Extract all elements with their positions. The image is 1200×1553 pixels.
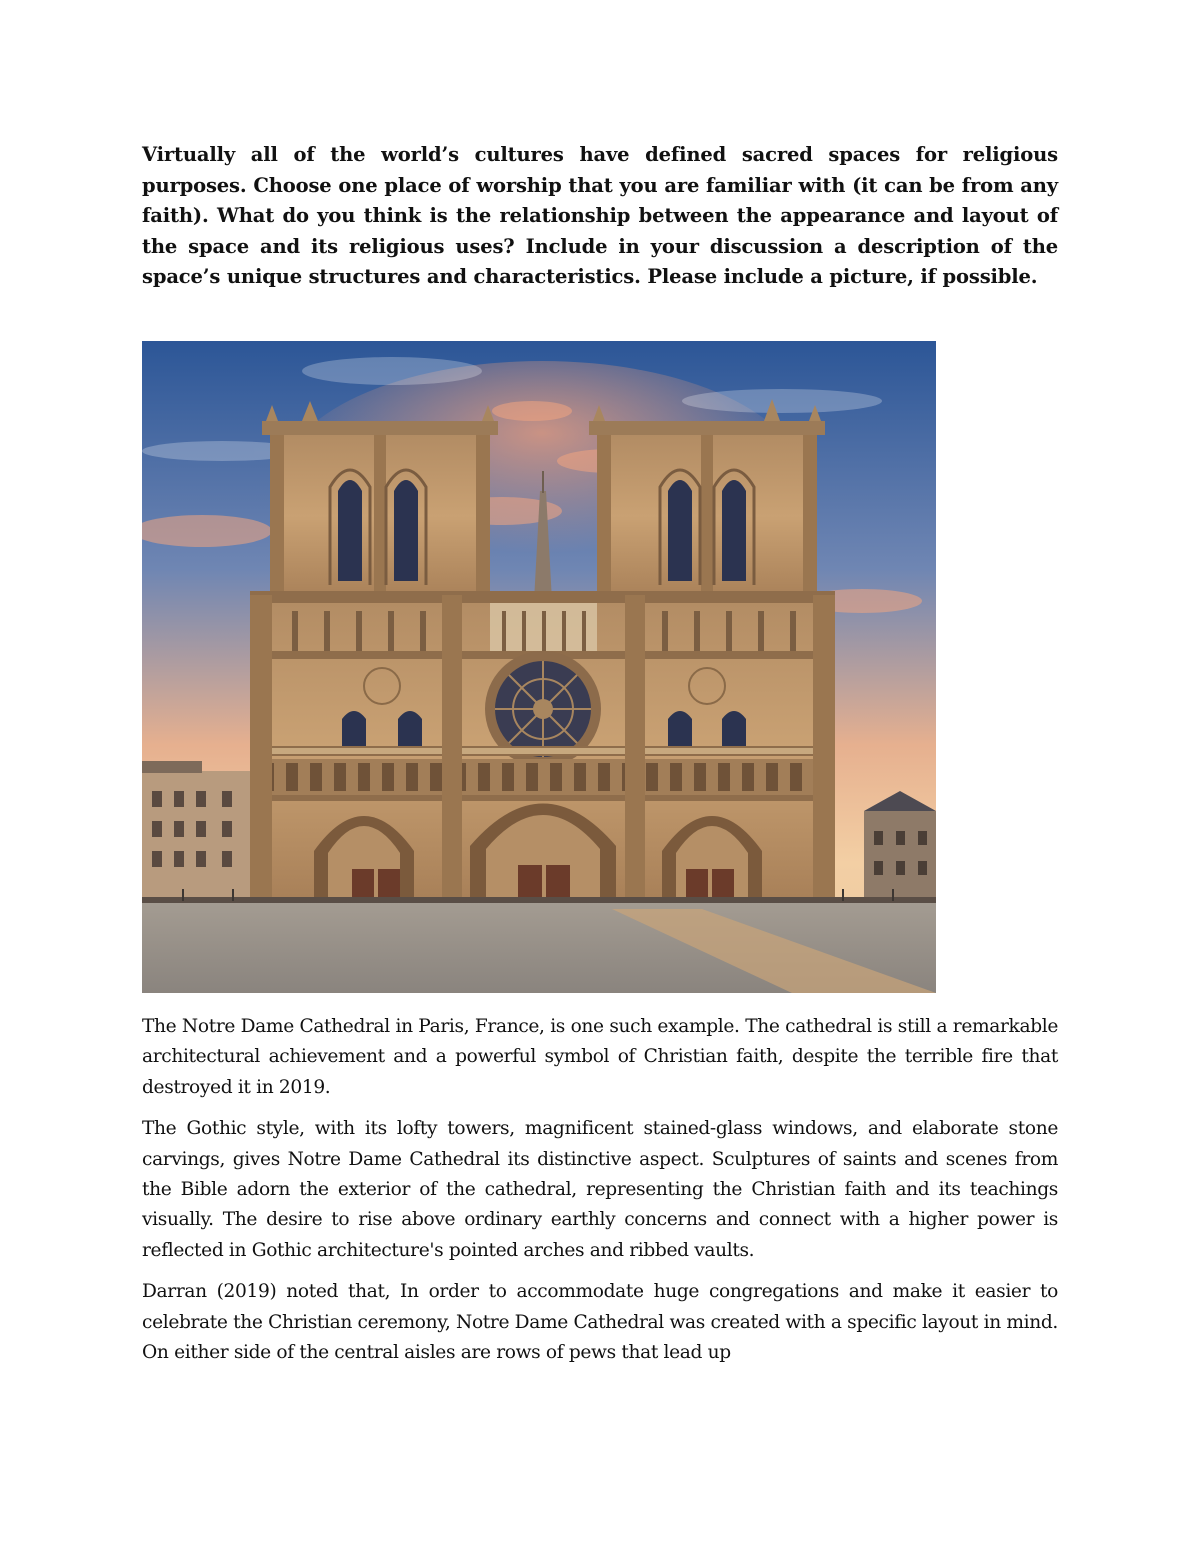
- paragraph-gothic-style: The Gothic style, with its lofty towers, magnificent stained-glass windows, and elaborate stone carvings, gives Notre Dame Cathedral its distinctive aspect. Sculptures of saints and scenes from the Bible adorn the exterior of the cathedral, representing the Christian faith and its teachings visually. The desire to rise above ordinary earthly concerns and connect with a higher power is reflected in Gothic architecture's pointed arches and ribbed vaults.: [142, 1118, 1058, 1261]
- paragraph-intro: The Notre Dame Cathedral in Paris, France, is one such example. The cathedral is still a remarkable architectural achievement and a powerful symbol of Christian faith, despite the terrible fire that destroyed it in 2019.: [142, 1016, 1058, 1098]
- document-page: [142, 140, 1058, 1364]
- cathedral-photo: [142, 341, 936, 993]
- discussion-prompt: Virtually all of the world’s cultures have defined sacred spaces for religious purposes. Choose one place of worship that you are familiar with (it can be from any faith). What do you think is the relationship between the appearance and layout of the space and its religious uses? Include in your discussion a description of the space’s unique structures and characteristics. Please include a picture, if possible.: [142, 143, 1058, 289]
- paragraph-layout: Darran (2019) noted that, In order to accommodate huge congregations and make it easier to celebrate the Christian ceremony, Notre Dame Cathedral was created with a specific layout in mind. On either side of the central aisles are rows of pews that lead up: [142, 1281, 1058, 1364]
- essay-body: [142, 1012, 1058, 1379]
